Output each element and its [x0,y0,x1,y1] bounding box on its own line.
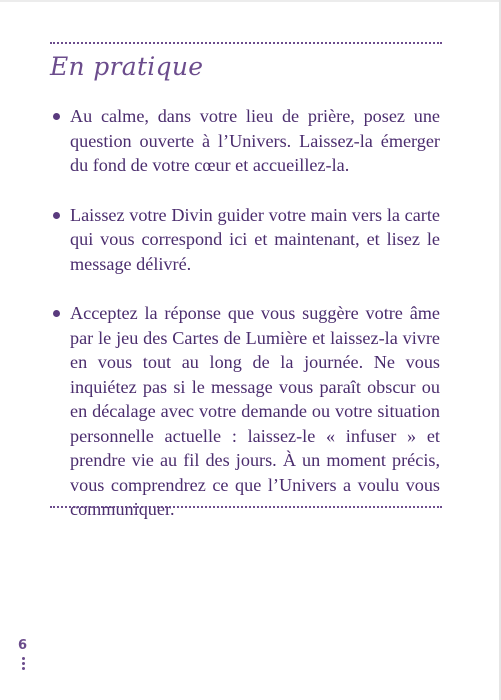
bullet-text: Laissez votre Divin guider votre main vers la carte qui vous correspond ici et maintenant, et lisez le message délivré. [70,204,440,274]
bullet-dot-icon [53,113,60,120]
bottom-dotted-divider [50,506,442,508]
section-heading: En pratique [50,52,204,81]
bullet-item [50,301,440,522]
bullet-dot-icon [53,212,60,219]
page-number: 6 [18,638,28,653]
bullet-text: Acceptez la réponse que vous suggère votre âme par le jeu des Cartes de Lumière et laissez-la vivre en vous tout au long de la journée. Ne vous inquiétez pas si le message vous paraît obscur ou en décalage avec votre demande ou votre situation personnelle actuelle : laissez-le « infuser » et prendre vie au fil des jours. À un moment précis, vous comprendrez ce que l’Univers a voulu vous communiquer. [70,303,440,519]
vertical-dots-ornament-icon [22,657,25,672]
bullet-dot-icon [53,310,60,317]
bullet-list [50,104,440,547]
bullet-text: Au calme, dans votre lieu de prière, posez une question ouverte à l’Univers. Laissez-la émerger du fond de votre cœur et accueillez-la. [70,106,440,175]
top-dotted-divider [50,42,442,44]
bullet-item [50,104,440,178]
bullet-item [50,203,440,277]
page-edge-top [0,0,501,2]
